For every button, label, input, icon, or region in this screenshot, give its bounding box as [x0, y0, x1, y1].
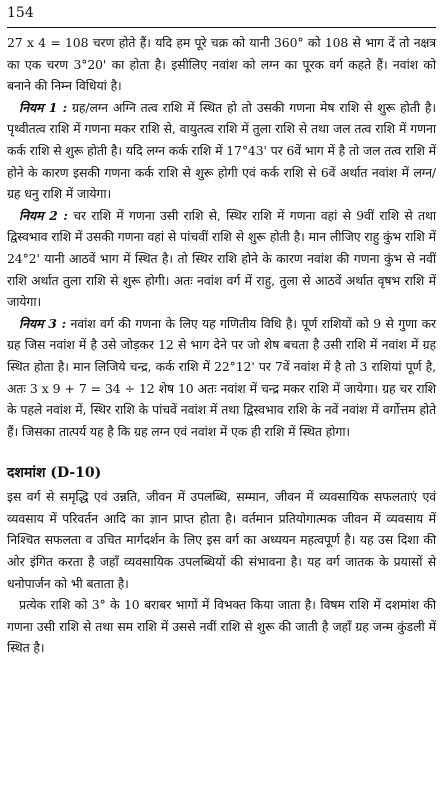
- rule-label: नियम 2 :: [19, 207, 68, 223]
- rule-label: नियम 3 :: [19, 315, 67, 331]
- paragraph-rule-1: [7, 97, 436, 205]
- paragraph-text: चर राशि में गणना उसी राशि से, स्थिर राशि में गणना वहां से 9वीं राशि से तथा द्विस्वभाव राशि में उसकी गणना वहां से पांचवीं राशि से शुरू होती है। मान लीजिए राहु कुंभ राशि में 24°2' यानी आठवें भाग में स्थित है। तो स्थिर राशि होने के कारण नवांश की गणना कुंभ से नवीं राशि अर्थात तुला राशि से शुरू होगी। अतः नवांश वर्ग में राहु, तुला से आठवें अर्थात वृषभ राशि में जायेगा।: [7, 207, 436, 310]
- paragraph-rule-2: [7, 205, 436, 313]
- header-rule: [7, 27, 436, 28]
- paragraph-text: नवांश वर्ग की गणना के लिए यह गणितीय विधि है। पूर्ण राशियों को 9 से गुणा कर ग्रह जिस नवांश में है उसे जोड़कर 12 से भाग देने पर जो शेष बचता है उसी राशि में नवांश में ग्रह स्थित होता है। मान लिजिये चन्द्र, कर्क राशि में 22°12' पर 7वें नवांश में है तो 3 राशियां पूर्ण है, अतः 3 x 9 + 7 = 34 ÷ 12 शेष 10 अतः नवांश में चन्द्र मकर राशि में जायेगा। ग्रह चर राशि के पहले नवांश में, स्थिर राशि के पांचवें नवांश में तथा द्विस्वभाव राशि के नवें नवांश में वर्गोत्तम होते हैं। जिसका तात्पर्य यह है कि ग्रह लग्न एवं नवांश में एक ही राशि में स्थित होगा।: [7, 315, 436, 439]
- paragraph-text: प्रत्येक राशि को 3° के 10 बराबर भागों में विभक्त किया जाता है। विषम राशि में दशमांश की गणना उसी राशि से तथा सम राशि में उससे नवीं राशि से शुरू की जाती है जहाँ ग्रह जन्म कुंडली में स्थित है।: [7, 597, 436, 656]
- paragraph-text: 27 x 4 = 108 चरण होते हैं। यदि हम पूरे चक्र को यानी 360° को 108 से भाग दें तो नक्षत्र का एक चरण 3°20' का होता है। इसीलिए नवांश को लग्न का पूरक वर्ग कहते हैं। नवांश को बनाने की निम्न विधियां है।: [7, 35, 436, 94]
- paragraph-text: इस वर्ग से समृद्धि एवं उन्नति, जीवन में उपलब्धि, सम्मान, जीवन में व्यवसायिक सफलताएं एवं व्यवसाय में परिवर्तन आदि का ज्ञान प्राप्त होता है। वर्तमान प्रतियोगात्मक जीवन में व्यवसाय में निश्चित सफलता व उचित मार्गदर्शन के लिए इस वर्ग का अध्ययन महत्वपूर्ण है। यह उस दिशा की ओर इंगित करता है जहाँ व्यवसायिक उपलब्धियों की संभावना है। यह वर्ग जातक के प्रयासों से धनोपार्जन को भी बताता है।: [7, 489, 436, 591]
- paragraph-rule-3: [7, 313, 436, 443]
- section-heading: दशमांश (D-10): [7, 465, 102, 482]
- paragraph-d10-method: [7, 594, 436, 659]
- rule-label: नियम 1 :: [19, 99, 68, 115]
- paragraph-text: ग्रह/लग्न अग्नि तत्व राशि में स्थित हो तो उसकी गणना मेष राशि से शुरू होती है। पृथ्वीतत्व राशि में गणना मकर राशि से, वायुतत्व राशि में तुला राशि से तथा जल तत्व राशि में गणना कर्क राशि से शुरू होती है। यदि लग्न कर्क राशि में 17°43' पर 6वें भाग में है तो जल तत्व राशि में होने के कारण इसकी गणना कर्क राशि से शुरू होगी एवं कर्क राशि से 6वें अर्थात नवांश में लग्न/ग्रह धनु राशि में जायेगा।: [7, 99, 436, 202]
- paragraph-intro: [7, 32, 436, 97]
- page-number: 154: [7, 5, 34, 21]
- paragraph-d10-intro: [7, 486, 436, 594]
